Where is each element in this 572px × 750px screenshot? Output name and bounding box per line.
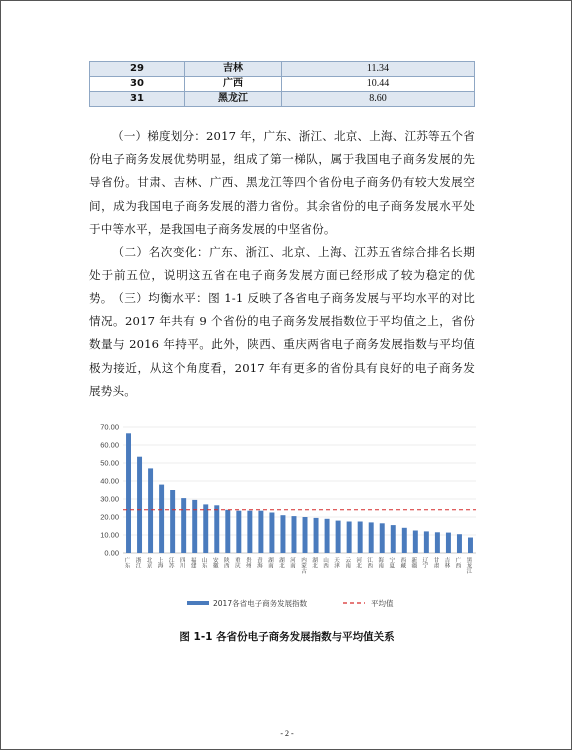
- category-label: 江苏: [167, 557, 174, 569]
- province-cell: 吉林: [185, 62, 282, 77]
- legend-swatch-index: [187, 601, 209, 605]
- value-cell: 10.44: [282, 77, 475, 92]
- table-row: [90, 77, 475, 92]
- bar: [203, 504, 208, 553]
- bar: [391, 525, 396, 553]
- category-label: 湖北: [311, 557, 318, 569]
- category-label: 广西: [454, 557, 461, 569]
- y-tick-label: 50.00: [100, 458, 119, 468]
- bar: [126, 433, 131, 553]
- category-label: 河南: [288, 557, 295, 569]
- category-label: 山东: [200, 557, 207, 569]
- table-row: [90, 62, 475, 77]
- category-label: 天津: [333, 557, 340, 569]
- bar: [269, 513, 274, 554]
- category-label: 广东: [123, 557, 130, 569]
- category-label: 贵州: [244, 557, 251, 569]
- bar: [170, 490, 175, 553]
- ranking-table: [89, 61, 475, 107]
- y-tick-label: 60.00: [100, 440, 119, 450]
- bar: [225, 510, 230, 553]
- category-label: 云南: [344, 557, 351, 569]
- category-label: 内蒙古: [300, 557, 307, 574]
- category-label: 青海: [255, 557, 262, 569]
- bar: [280, 515, 285, 553]
- y-tick-label: 10.00: [100, 530, 119, 540]
- bar: [358, 522, 363, 554]
- category-label: 海南: [377, 557, 384, 569]
- value-cell: 8.60: [282, 92, 475, 107]
- category-label: 辽宁: [421, 557, 428, 569]
- table-row: [90, 92, 475, 107]
- y-tick-label: 70.00: [100, 422, 119, 432]
- paragraph-balance: [89, 287, 475, 403]
- category-label: 湖北: [277, 557, 284, 569]
- rank-cell: 30: [90, 77, 185, 92]
- bar: [457, 534, 462, 553]
- bar: [413, 531, 418, 554]
- bar: [446, 533, 451, 553]
- y-tick-label: 20.00: [100, 512, 119, 522]
- category-label: 四川: [178, 557, 185, 569]
- category-label: 安徽: [211, 557, 218, 569]
- bar: [137, 457, 142, 553]
- category-label: 上海: [156, 557, 163, 569]
- bar: [369, 522, 374, 553]
- paragraph-balance-text: （三）均衡水平：图 1-1 反映了各省电子商务发展与平均水平的对比情况。2017 年共有 9 个省份的电子商务发展指数位于平均值之上，省份数量与 2016 年持平。此外，陕西、重庆两省电子商务发展指数与平均值极为接近，从这个角度看，2017 年有更多的省份具有良好的电子商务发展势头。: [89, 291, 475, 398]
- category-label: 吉林: [443, 557, 450, 569]
- category-label: 河北: [355, 557, 362, 569]
- bar: [347, 522, 352, 554]
- category-label: 重庆: [233, 557, 240, 569]
- bar: [325, 519, 330, 553]
- bar: [468, 538, 473, 553]
- bar: [159, 485, 164, 553]
- bar-chart: [81, 415, 481, 615]
- y-tick-label: 30.00: [100, 494, 119, 504]
- category-label: 山西: [322, 557, 329, 569]
- bar: [402, 528, 407, 553]
- bar: [314, 518, 319, 553]
- bar: [214, 505, 219, 553]
- paragraph-gradient: [89, 125, 475, 241]
- paragraph-gradient-text: （一）梯度划分：2017 年，广东、浙江、北京、上海、江苏等五个省份电子商务发展优势明显，组成了第一梯队，属于我国电子商务发展的先导省份。甘肃、吉林、广西、黑龙江等四个省份电子商务仍有较大发展空间，成为我国电子商务发展的潜力省份。其余省份的电子商务发展水平处于中等水平，是我国电子商务发展的中坚省份。: [89, 129, 475, 236]
- category-label: 新疆: [410, 557, 417, 569]
- bar: [258, 511, 263, 553]
- category-label: 甘肃: [432, 557, 439, 569]
- y-tick-label: 0.00: [104, 548, 119, 558]
- rank-cell: 29: [90, 62, 185, 77]
- bar: [435, 532, 440, 553]
- category-label: 宁夏: [388, 557, 395, 569]
- category-label: 黑龙江: [465, 557, 472, 574]
- bar: [181, 498, 186, 553]
- bar: [247, 511, 252, 553]
- bar: [236, 511, 241, 553]
- rank-cell: 31: [90, 92, 185, 107]
- page-number: - 2 -: [280, 729, 294, 738]
- legend-label-average: 平均值: [371, 599, 394, 608]
- category-label: 浙江: [134, 557, 141, 569]
- legend-label-index: 2017各省电子商务发展指数: [213, 599, 308, 608]
- value-cell: 11.34: [282, 62, 475, 77]
- category-label: 西藏: [399, 557, 406, 569]
- category-label: 陕西: [222, 557, 229, 569]
- bar: [424, 531, 429, 553]
- paragraph-ranking-change-text: （二）名次变化：广东、浙江、北京、上海、江苏五省综合排名长期处于前五位，说明这五省在电子商务发展方面已经形成了较为稳定的优势。: [89, 245, 475, 306]
- figure-caption: 图 1-1 各省份电子商务发展指数与平均值关系: [179, 631, 395, 643]
- category-label: 福建: [189, 557, 196, 569]
- category-label: 湖南: [266, 557, 273, 569]
- bar: [148, 468, 153, 553]
- province-cell: 黑龙江: [185, 92, 282, 107]
- bar-chart-svg: [81, 415, 481, 615]
- province-cell: 广西: [185, 77, 282, 92]
- bar: [292, 516, 297, 553]
- category-label: 江西: [366, 557, 373, 569]
- bar: [303, 517, 308, 553]
- bar: [192, 500, 197, 553]
- bar: [380, 523, 385, 553]
- category-label: 北京: [145, 557, 152, 569]
- y-tick-label: 40.00: [100, 476, 119, 486]
- bar: [336, 521, 341, 553]
